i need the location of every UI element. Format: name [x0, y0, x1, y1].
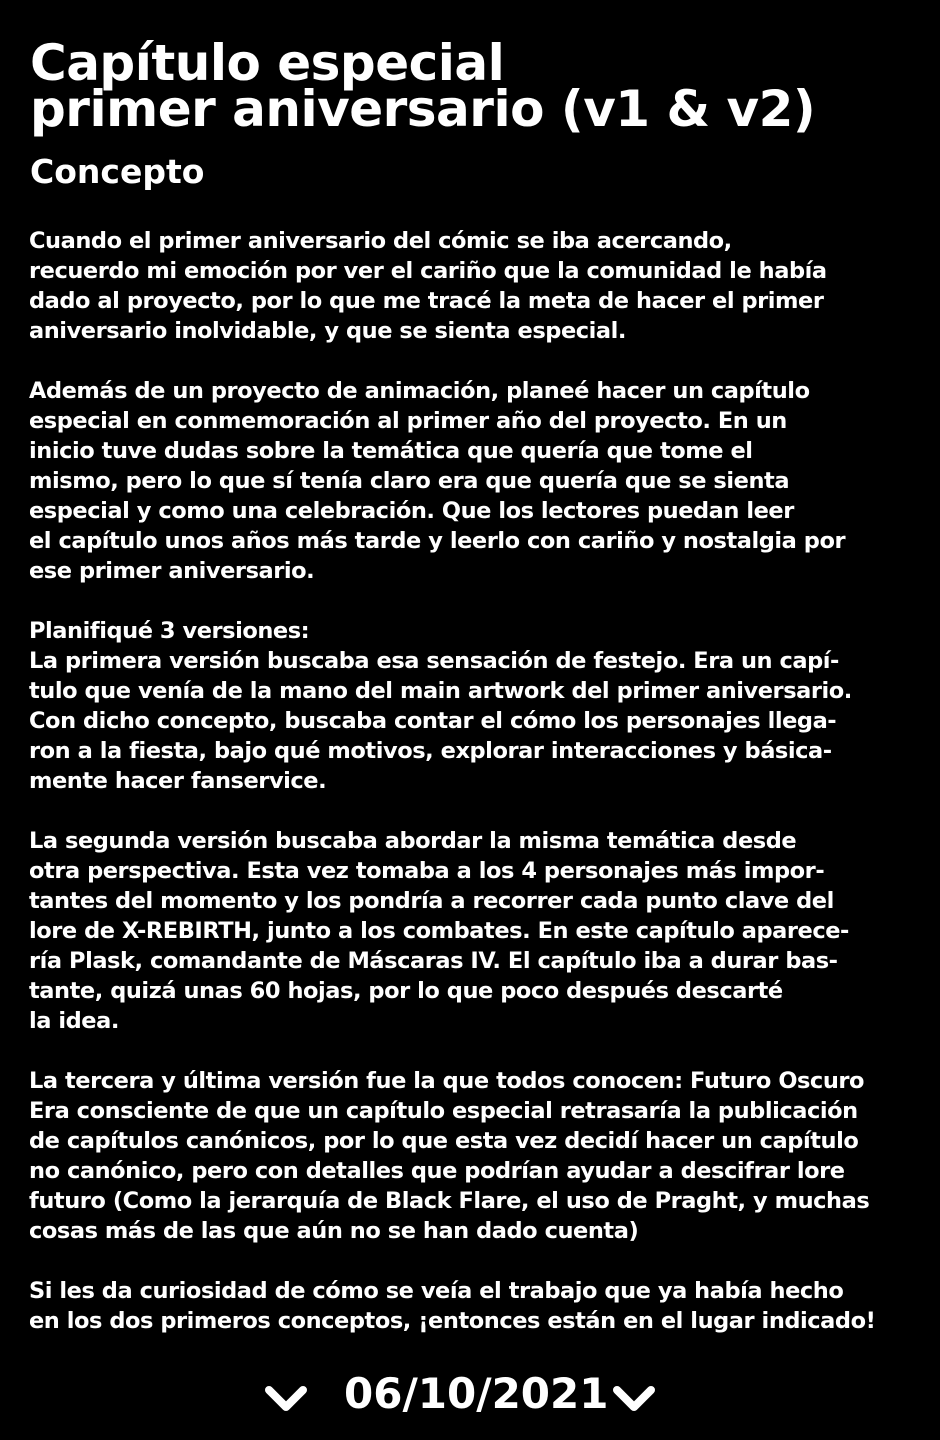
text-line: Cuando el primer aniversario del cómic se iba acercando,: [29, 228, 732, 254]
paragraph-special-chapter: [29, 376, 929, 586]
text-line: La segunda versión buscaba abordar la misma temática desde: [29, 828, 797, 854]
text-line: otra perspectiva. Esta vez tomaba a los 4 personajes más impor-: [29, 858, 825, 884]
subtitle: Concepto: [30, 152, 205, 191]
text-line: no canónico, pero con detalles que podrían ayudar a descifrar lore: [29, 1158, 845, 1184]
text-line: inicio tuve dudas sobre la temática que quería que tome el: [29, 438, 753, 464]
text-line: especial en conmemoración al primer año del proyecto. En un: [29, 408, 787, 434]
text-line: aniversario inolvidable, y que se sienta especial.: [29, 318, 627, 344]
text-line: ron a la fiesta, bajo qué motivos, explorar interacciones y básica-: [29, 738, 832, 764]
text-line: Planifiqué 3 versiones:: [29, 618, 310, 644]
text-line: de capítulos canónicos, por lo que esta vez decidí hacer un capítulo: [29, 1128, 859, 1154]
text-line: mismo, pero lo que sí tenía claro era que quería que se sienta: [29, 468, 790, 494]
title-line-2: primer aniversario (v1 & v2): [30, 80, 816, 138]
text-line: el capítulo unos años más tarde y leerlo con cariño y nostalgia por: [29, 528, 846, 554]
text-line: Si les da curiosidad de cómo se veía el trabajo que ya había hecho: [29, 1278, 844, 1304]
text-line: Con dicho concepto, buscaba contar el cómo los personajes llega-: [29, 708, 837, 734]
text-line: La tercera y última versión fue la que todos conocen: Futuro Oscuro: [29, 1068, 865, 1094]
text-line: ese primer aniversario.: [29, 558, 315, 584]
chevron-down-icon: [264, 1384, 308, 1414]
date-label: 06/10/2021: [344, 1369, 609, 1418]
text-line: la idea.: [29, 1008, 119, 1034]
date-footer: [0, 1366, 940, 1426]
text-line: tante, quizá unas 60 hojas, por lo que poco después descarté: [29, 978, 783, 1004]
text-line: ría Plask, comandante de Máscaras IV. El capítulo iba a durar bas-: [29, 948, 838, 974]
body-text: [29, 226, 929, 1366]
text-line: Era consciente de que un capítulo especial retrasaría la publicación: [29, 1098, 858, 1124]
text-line: cosas más de las que aún no se han dado cuenta): [29, 1218, 639, 1244]
page-title: [30, 34, 920, 138]
text-line: en los dos primeros conceptos, ¡entonces están en el lugar indicado!: [29, 1308, 876, 1334]
text-line: especial y como una celebración. Que los lectores puedan leer: [29, 498, 794, 524]
text-line: Además de un proyecto de animación, planeé hacer un capítulo: [29, 378, 810, 404]
paragraph-version-2: [29, 826, 929, 1036]
paragraph-closing: [29, 1276, 929, 1336]
text-line: La primera versión buscaba esa sensación de festejo. Era un capí-: [29, 648, 839, 674]
text-line: mente hacer fanservice.: [29, 768, 327, 794]
paragraph-version-3: [29, 1066, 929, 1246]
chevron-down-icon: [612, 1384, 656, 1414]
text-line: lore de X-REBIRTH, junto a los combates. En este capítulo aparece-: [29, 918, 849, 944]
text-line: dado al proyecto, por lo que me tracé la meta de hacer el primer: [29, 288, 824, 314]
title-line-1: Capítulo especial: [30, 34, 505, 92]
paragraph-version-1: [29, 616, 929, 796]
text-line: futuro (Como la jerarquía de Black Flare, el uso de Praght, y muchas: [29, 1188, 870, 1214]
paragraph-intro: [29, 226, 929, 346]
text-line: recuerdo mi emoción por ver el cariño que la comunidad le había: [29, 258, 827, 284]
text-line: tulo que venía de la mano del main artwork del primer aniversario.: [29, 678, 852, 704]
text-line: tantes del momento y los pondría a recorrer cada punto clave del: [29, 888, 834, 914]
